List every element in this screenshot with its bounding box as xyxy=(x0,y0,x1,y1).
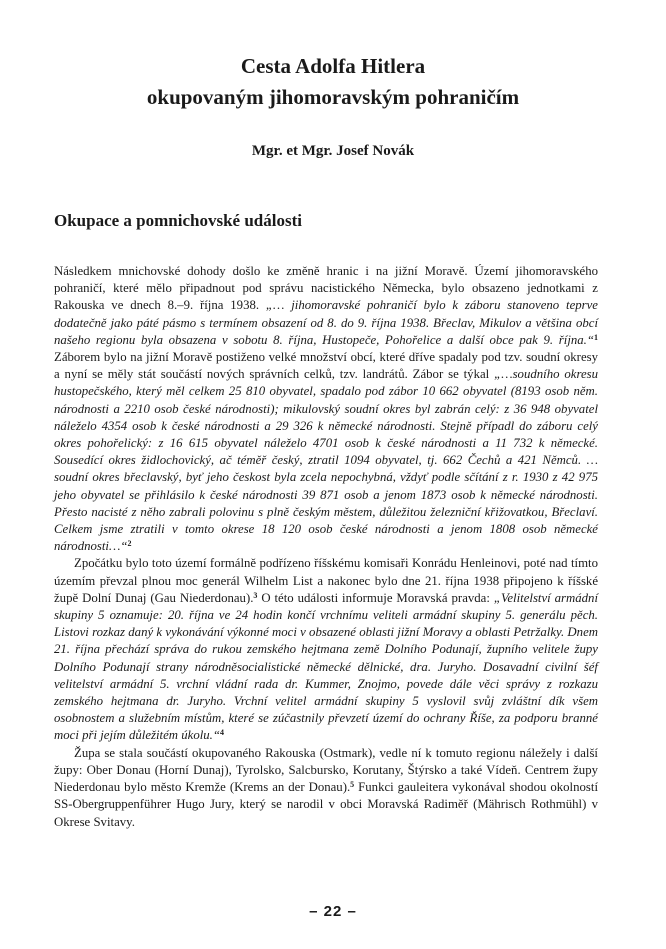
title-line-1: Cesta Adolfa Hitlera xyxy=(240,54,426,78)
page-number: – 22 – xyxy=(309,903,357,920)
footnote-ref: 4 xyxy=(220,728,224,738)
paragraph-3 xyxy=(54,745,598,831)
footnote-ref: 1 xyxy=(594,332,598,342)
footnote-ref: 2 xyxy=(127,539,132,549)
text-run: Záborem bylo na jižní Moravě postiženo velké množství obcí, které dříve spadaly pod tzv. soudní okresy a nyní se měly stát součástí nových správních celků, tzv. landrátů. Zábor se týkal xyxy=(54,350,598,382)
quotation: „…soudního okresu hustopečského, který měl celkem 25 810 obyvatel, spadalo pod zábor 10 662 obyvatel (8193 osob něm. národnosti a 2210 osob české národnosti); mikulovský soudní okres byl zabrán celý: z 36 948 obyvatel náleželo 4354 osob k české národnosti a 29 326 k německé národnosti. Stejně případl do záboru celý okres pohořelický: z 16 615 obyvatel náleželo 4701 osob k české národnosti a 11 732 k německé. Sousedící okres židlochovický, ač téměř český, ztratil 1094 obyvatel, tj. 662 Čechů a 421 Němců. … soudní okres břeclavský, byť jeho českost byla zcela nepochybná, vždyť podle sčítání z r. 1930 z 42 975 jeho obyvatel se přihlásilo k české národnosti 39 871 osob a jenom 1873 osob k německé národnosti. Přesto nacisté z něho zabrali polovinu s plně českým městem, důležitou železniční křižovatkou, Břeclaví. Celkem jsme ztratili v tomto okrese 18 120 osob české národnosti a jenom 1808 osob německé národnosti…“ xyxy=(54,367,599,554)
paragraph-2 xyxy=(54,555,598,744)
article-title xyxy=(0,51,666,113)
text-run: O této události informuje Moravská pravda: xyxy=(257,590,494,605)
footnote-ref: 5 xyxy=(350,780,355,790)
paragraph-1 xyxy=(54,263,598,555)
text-run: Zpočátku bylo toto území formálně podřízeno říšskému komisaři Konrádu Henleinovi, poté nad tímto územím převzal plnou moc generál Wilhelm List a nakonec bylo dne 21. října 1938 připojeno k říšské župě Dolní Dunaj (Gau Niederdonau). xyxy=(54,556,598,605)
section-heading: Okupace a pomnichovské události xyxy=(54,211,302,230)
footnote-ref: 3 xyxy=(253,590,258,600)
text-run: Funkci gauleitera vykonával shodou okolností SS-Obergruppenführer Hugo Jury, který se narodil v obci Moravská Radiměř (Mährisch Rothmühl) v Okrese Svitavy. xyxy=(54,780,598,829)
title-line-2: okupovaným jihomoravským pohraničím xyxy=(146,85,520,109)
article-body xyxy=(54,263,598,831)
text-run: Župa se stala součástí okupovaného Rakouska (Ostmark), vedle ní k tomuto regionu náležely i další župy: Ober Donau (Horní Dunaj), Tyrolsko, Salcbursko, Korutany, Štýrsko a také Vídeň. Centrem župy Niederdonau bylo město Kremže (Krems an der Donau). xyxy=(54,745,598,795)
author-name: Mgr. et Mgr. Josef Novák xyxy=(251,143,415,159)
quotation: „… jihomoravské pohraničí bylo k záboru stanoveno teprve dodatečně jako páté pásmo s termínem obsazení od 8. do 9. října 1938. Břeclav, Mikulov a většina obcí našeho regionu byla obsazena v sobotu 8. října, Hustopeče, Pohořelice a další obce pak 9. října.“ xyxy=(54,298,598,347)
quotation: „Velitelství armádní skupiny 5 oznamuje: 20. října ve 24 hodin končí vrchnímu veliteli armádní skupiny 5. generálu pěch. Listovi rozkaz daný k vykonávání výkonné moci v obsazené oblasti jižní Moravy a oblasti Petržalky. Dnem 21. října přechází správa do rukou zemského hejtmana země Dolního Podunají, župního velitele župy Dolního Podunají strany národněsocialistické německé dělnické, dra. Juryho. Dosavadní civilní šéf velitelství armádní 5. vrchní vládní rada dr. Kummer, Znojmo, povede dále věci správy z rozkazu zemského hejtmana dr. Juryho. Vrchní velitel armádní skupiny 5 vyslovil svůj zvláštní dík všem osobnostem a služebním místům, které se zúčastnily převzetí území do ochrany Říše, za podporu branné moci při jejím důležitém úkolu.“ xyxy=(54,590,599,743)
text-run: Následkem mnichovské dohody došlo ke změně hranic i na jižní Moravě. Území jihomoravského pohraničí, které mělo připadnout pod správu nacistického Německa, bylo obsazeno jednotkami z Rakouska ve dnech 8.–9. října 1938. xyxy=(54,264,598,313)
